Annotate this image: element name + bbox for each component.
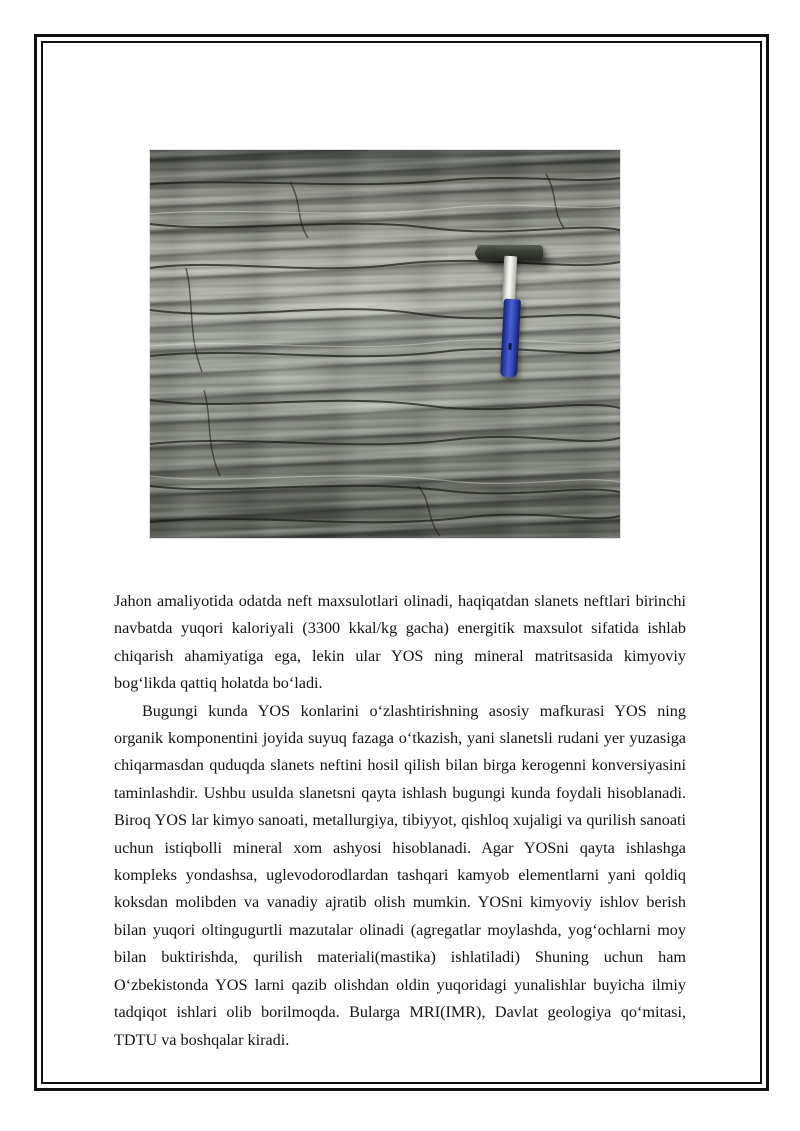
page-content: [114, 150, 686, 1054]
oil-shale-outcrop-photograph: [150, 150, 620, 538]
photo-vignette: [150, 150, 620, 538]
body-text: [114, 588, 686, 1054]
paragraph-2: Bugungi kunda YOS konlarini o‘zlashtirishning asosiy mafkurasi YOS ning organik komponentini joyida suyuq fazaga o‘tkazish, yani slanetsli rudani yer yuzasiga chiqarmasdan quduqda slanets neftini hosil qilish bilan birga kerogenni konversiyasini taminlashdir. Ushbu usulda slanetsni qayta ishlash bugungi kunda foydali hisoblanadi. Biroq YOS lar kimyo sanoati, metallurgiya, tibiyyot, qishloq xujaligi va qurilish sanoati uchun istiqbolli mineral xom ashyosi hisoblanadi. Agar YOSni qayta ishlashga kompleks yondashsa, uglevodorodlardan tashqari kamyob elementlarni yani qoldiq koksdan molibden va vanadiy ajratib olish mumkin. YOSni kimyoviy ishlov berish bilan yuqori oltingugurtli mazutalar olinadi (agregatlar moylashda, yog‘ochlarni moy bilan buktirishda, qurilish materiali(mastika) ishlatiladi) Shuning uchun ham O‘zbekistonda YOS larni qazib olishdan oldin yuqoridagi yunalishlar buyicha ilmiy tadqiqot ishlari olib borilmoqda. Bularga MRI(IMR), Davlat geologiya qo‘mitasi, TDTU va boshqalar kiradi.: [114, 701, 686, 1049]
paragraph-1: Jahon amaliyotida odatda neft maxsulotlari olinadi, haqiqatdan slanets neftlari birinchi navbatda yuqori kaloriyali (3300 kkal/kg gacha) energitik maxsulot sifatida ishlab chiqarish ahamiyatiga ega, lekin ular YOS ning mineral matritsasida kimyoviy bog‘likda qattiq holatda bo‘ladi.: [114, 592, 686, 693]
